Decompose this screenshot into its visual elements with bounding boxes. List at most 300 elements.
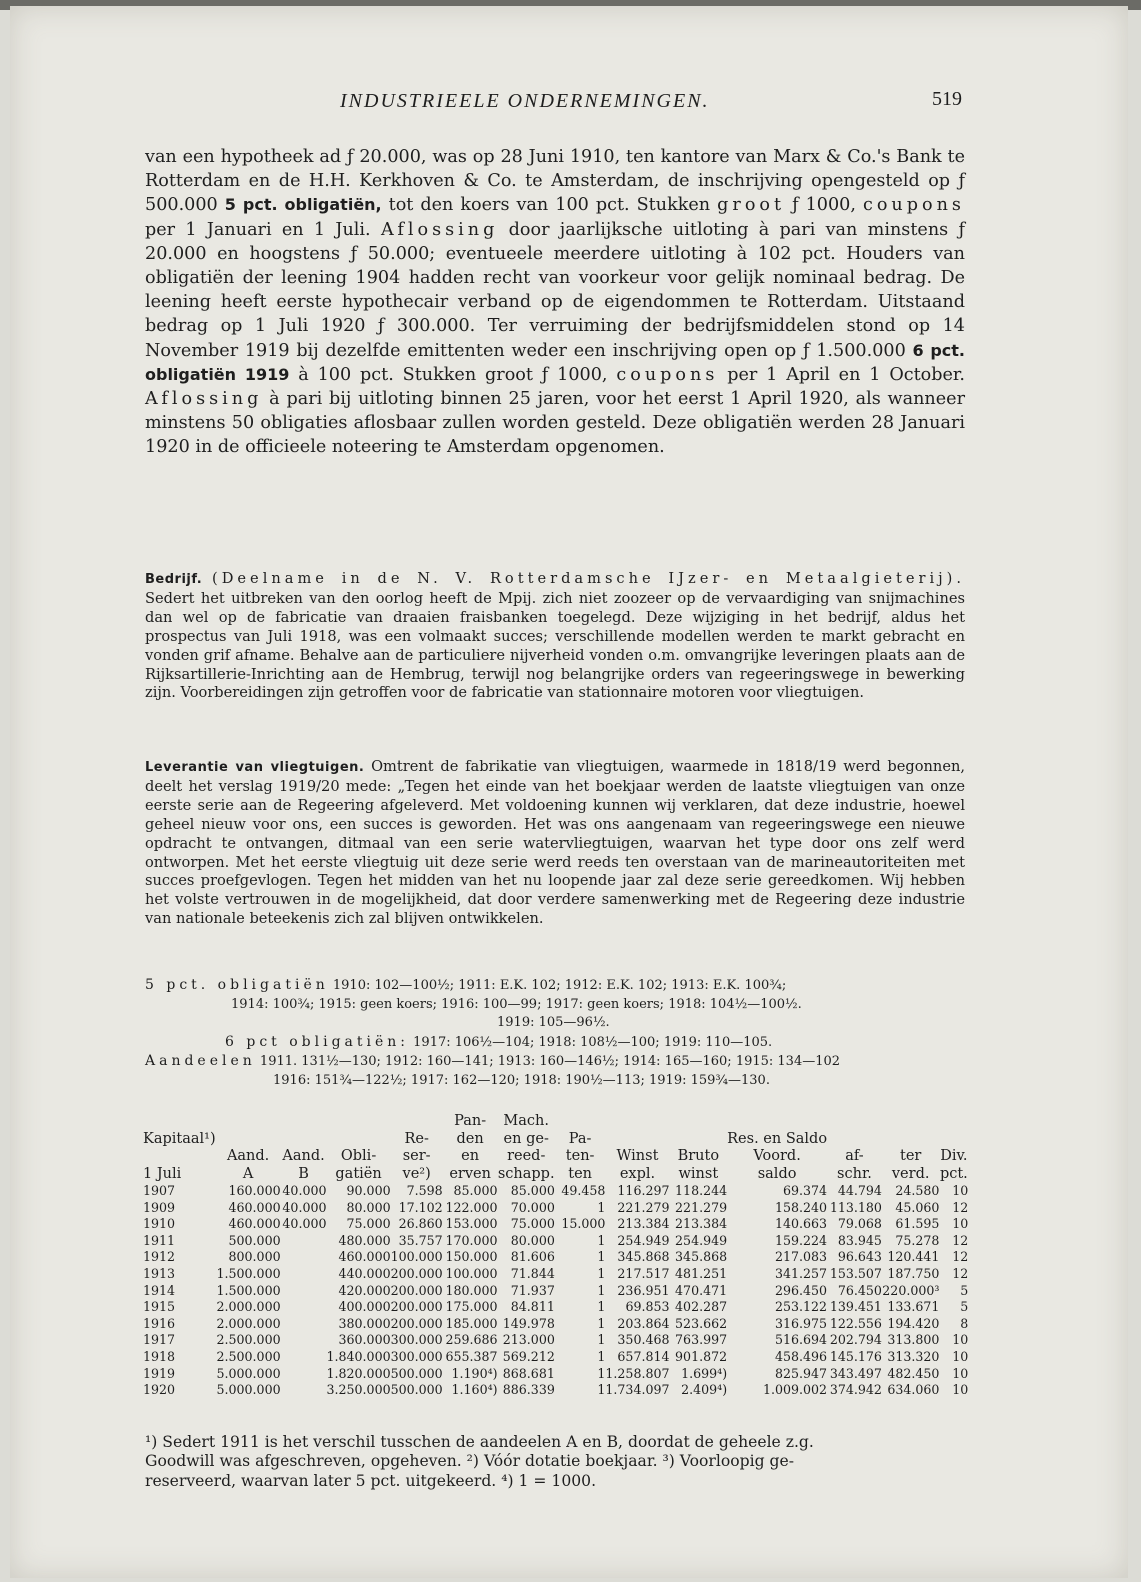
table-header-cell: 1 Juli xyxy=(143,1165,182,1182)
table-cell: 85.000 xyxy=(453,1183,498,1198)
table-cell: 221.279 xyxy=(617,1199,670,1215)
table-cell: 213.384 xyxy=(617,1216,670,1232)
table-cell xyxy=(281,1366,327,1383)
table-header-cell xyxy=(143,1148,216,1166)
table-cell: 133.671 xyxy=(887,1299,940,1315)
table-cell: 343.497 xyxy=(829,1365,882,1381)
spaced-run: Aflossing xyxy=(145,389,263,410)
table-header-cell: Pan- xyxy=(454,1113,487,1129)
table-cell: 122.556 xyxy=(829,1315,882,1331)
table-header-cell: Res. en Saldo xyxy=(727,1130,828,1147)
table-cell: 24.580 xyxy=(895,1183,940,1198)
table-cell: 10 xyxy=(952,1332,969,1348)
table-cell: 500.000 xyxy=(390,1382,443,1398)
table-header-cell: ser- xyxy=(402,1148,431,1164)
table-cell: 71.937 xyxy=(510,1282,555,1298)
running-title: INDUSTRIEELE ONDERNEMINGEN. xyxy=(340,90,710,112)
table-cell: 116.297 xyxy=(617,1183,670,1198)
table-cell: 313.320 xyxy=(887,1348,940,1364)
table-cell: 203.864 xyxy=(617,1315,670,1331)
table-header-cell: erven xyxy=(449,1165,491,1182)
table-cell: 374.942 xyxy=(829,1382,882,1398)
table-cell xyxy=(281,1283,327,1300)
table-cell: 5 xyxy=(960,1299,969,1315)
table-cell: 1 xyxy=(597,1382,606,1398)
table-header-cell xyxy=(968,1148,973,1166)
table-cell: 825.947 xyxy=(774,1365,828,1381)
table-cell: 1912 xyxy=(143,1249,176,1265)
table-cell: 1 xyxy=(597,1365,606,1381)
table-cell: 360.000 xyxy=(338,1332,391,1348)
table-cell: 886.339 xyxy=(502,1382,555,1398)
table-cell: 420.000 xyxy=(338,1282,391,1298)
table-header-cell: Winst xyxy=(616,1148,659,1164)
table-cell: 300.000 xyxy=(390,1332,443,1348)
table-cell: 1.500.000 xyxy=(216,1265,281,1281)
table-cell: 153.000 xyxy=(445,1216,498,1232)
table-cell: 7.598 xyxy=(406,1183,443,1198)
table-cell: 35.757 xyxy=(398,1232,443,1248)
table-cell: 5 xyxy=(960,1282,969,1298)
table-cell: 500.000 xyxy=(228,1232,281,1248)
table-cell: 1 xyxy=(597,1282,606,1298)
table-cell: 213.384 xyxy=(675,1216,728,1232)
table-cell: 10 xyxy=(952,1216,969,1232)
table-cell: 40.000 xyxy=(282,1216,327,1232)
table-cell: 440.000 xyxy=(338,1265,391,1281)
quote-label: 6 pct obligatiën: xyxy=(225,1033,410,1050)
quote-line xyxy=(145,1072,975,1091)
table-header-cell xyxy=(216,1131,281,1149)
table-header-row xyxy=(143,1166,973,1184)
main-paragraph xyxy=(145,145,965,460)
table-cell: 153.507 xyxy=(829,1265,882,1281)
table-cell: 200.000 xyxy=(390,1299,443,1315)
table-cell: 220.000³ xyxy=(882,1282,940,1298)
table-header-cell: verd. xyxy=(891,1165,930,1182)
table-header-cell xyxy=(143,1113,216,1131)
table-cell: 2.500.000 xyxy=(216,1348,281,1364)
page-header xyxy=(340,90,980,120)
table-cell: 200.000 xyxy=(390,1315,443,1331)
spaced-run: Aflossing xyxy=(380,219,499,240)
table-row xyxy=(143,1332,973,1349)
bold-run: 6 pct. obligatiën 1919 xyxy=(145,340,965,384)
table-header-cell: saldo xyxy=(757,1165,797,1182)
text-run: van een hypotheek ad ƒ 20.000, was op 28 Juni 1910, ten kantore van Marx & Co.'s Bank te Rotterdam en de H.H. Kerkhoven & Co. te Amsterdam, de inschrijving opengesteld op ƒ 500.000 xyxy=(145,147,965,216)
table-cell xyxy=(281,1299,327,1316)
table-cell: 84.811 xyxy=(510,1299,555,1315)
table-cell: 470.471 xyxy=(675,1282,728,1298)
table-cell: 40.000 xyxy=(282,1199,327,1215)
table-header-cell xyxy=(327,1113,391,1131)
table-cell: 313.800 xyxy=(887,1332,940,1348)
table-cell: 402.287 xyxy=(675,1299,728,1315)
table-cell xyxy=(281,1382,327,1399)
table-cell: 1.190⁴) xyxy=(451,1365,498,1381)
table-header-row xyxy=(143,1148,973,1166)
table-cell: 1 xyxy=(597,1249,606,1265)
table-header-cell: den xyxy=(456,1130,484,1147)
table-cell: 80.000 xyxy=(346,1199,391,1215)
table-header-cell xyxy=(968,1166,973,1184)
quote-label: Aandeelen xyxy=(145,1053,256,1069)
table-header-cell: Voord. xyxy=(753,1148,801,1164)
table-cell: 1910 xyxy=(143,1216,176,1232)
table-header-cell: schr. xyxy=(837,1165,872,1182)
table-cell: 158.240 xyxy=(774,1199,828,1215)
table-cell xyxy=(281,1233,327,1250)
table-cell: 150.000 xyxy=(445,1249,498,1265)
table-row xyxy=(143,1183,973,1200)
table-cell: 17.102 xyxy=(398,1199,443,1215)
table-header-cell: gatiën xyxy=(335,1165,382,1182)
table-cell: 400.000 xyxy=(338,1299,391,1315)
quote-label: 5 pct. obligatiën xyxy=(145,977,329,993)
table-cell: 1 xyxy=(597,1315,606,1331)
table-cell: 75.000 xyxy=(510,1216,555,1232)
table-cell: 76.450 xyxy=(837,1282,882,1298)
table-header-row xyxy=(143,1113,973,1131)
quote-text: 1914: 100¾; 1915: geen koers; 1916: 100—99; 1917: geen koers; 1918: 104½—100½. xyxy=(231,996,802,1012)
table-header-cell xyxy=(882,1113,940,1131)
table-cell: 516.694 xyxy=(774,1332,828,1348)
table-header-cell xyxy=(670,1131,728,1149)
text-run: door jaarlijksche uitloting à pari van minstens ƒ 20.000 en hoogstens ƒ 50.000; eventueele meerdere uitloting à 102 pct. Houders van obligatiën der leening 1904 hadden recht van voorkeur voor gelijk nominaal bedrag. De leening heeft eerste hypothecair verband op de eigendommen te Rotterdam. Uitstaand bedrag op 1 Juli 1920 ƒ 300.000. Ter verruiming der bedrijfsmiddelen stond op 14 November 1919 bij dezelfde emittenten weder een inschrijving open op ƒ 1.500.000 xyxy=(145,219,965,361)
table-cell: 460.000 xyxy=(228,1216,281,1232)
table-row xyxy=(143,1216,973,1233)
table-cell: 149.978 xyxy=(502,1315,555,1331)
table-cell: 500.000 xyxy=(390,1365,443,1381)
table-cell: 1 xyxy=(597,1232,606,1248)
table-cell: 113.180 xyxy=(829,1199,882,1215)
table-header-cell xyxy=(968,1113,973,1131)
table-cell: 100.000 xyxy=(390,1249,443,1265)
table-cell: 200.000 xyxy=(390,1282,443,1298)
table-cell: 120.441 xyxy=(887,1249,940,1265)
table-header-cell: schapp. xyxy=(497,1165,555,1182)
table-cell: 254.949 xyxy=(617,1232,670,1248)
text-run: à pari bij uitloting binnen 25 jaren, voor het eerst 1 April 1920, als wanneer minstens 50 obligaties aflosbaar zullen worden gesteld. Deze obligatiën werden 28 Januari 1920 in de officieele noteering te Amsterdam opgenomen. xyxy=(145,389,965,458)
table-cell: 296.450 xyxy=(774,1282,828,1298)
table-cell: 159.224 xyxy=(774,1232,828,1248)
table-cell: 569.212 xyxy=(502,1348,555,1364)
table-cell: 49.458 xyxy=(561,1183,606,1198)
table-row xyxy=(143,1249,973,1266)
footnote-line: reserveerd, waarvan later 5 pct. uitgekeerd. ⁴) 1 = 1000. xyxy=(145,1471,597,1490)
table-cell: 90.000 xyxy=(346,1183,391,1198)
table-cell: 1 xyxy=(597,1265,606,1281)
text-run: ƒ 1000, xyxy=(785,195,863,216)
text-run: per 1 April en 1 October. xyxy=(718,364,965,385)
table-cell: 118.244 xyxy=(675,1183,728,1198)
table-cell: 213.000 xyxy=(502,1332,555,1348)
table-cell: 81.606 xyxy=(510,1249,555,1265)
table-cell: 480.000 xyxy=(338,1232,391,1248)
table-cell: 253.122 xyxy=(774,1299,828,1315)
table-row xyxy=(143,1299,973,1316)
section-leverantie xyxy=(145,758,965,929)
price-quotes xyxy=(145,976,975,1090)
table-cell: 75.000 xyxy=(346,1216,391,1232)
table-cell: 139.451 xyxy=(829,1299,882,1315)
table-cell xyxy=(281,1332,327,1349)
table-header-cell: Aand. xyxy=(282,1148,325,1164)
table-header-cell: Aand. xyxy=(226,1148,270,1164)
text-run: Omtrent de fabrikatie van vliegtuigen, waarmede in 1818/19 werd begonnen, deelt het verslag 1919/20 mede: „Tegen het einde van het boekjaar werden de laatste vliegtuigen van onze eerste serie aan de Regeering afgeleverd. Met voldoening kunnen wij verklaren, dat deze industrie, hoewel geheel nieuw voor ons, een succes is geworden. Het was ons aangenaam van regeeringswege een nieuwe opdracht te ontvangen, ditmaal van een serie watervliegtuigen, waarvan het type door ons zelf werd ontworpen. Met het eerste vliegtuig uit deze serie werd reeds ten overstaan van de marineautoriteiten met succes proefgevlogen. Tegen het midden van het nu loopende jaar zal deze serie gereedkomen. Wij hebben het volste vertrouwen in de mogelijkheid, dat door verdere samenwerking met de Regeering deze industrie van nationale beteekenis zich zal blijven ontwikkelen. xyxy=(145,758,966,928)
quote-line xyxy=(145,976,975,996)
table-cell: 145.176 xyxy=(829,1348,882,1364)
table-cell: 3.250.000 xyxy=(326,1382,391,1398)
table-header-cell xyxy=(727,1113,827,1131)
table-cell: 217.517 xyxy=(617,1265,670,1281)
table-cell: 5.000.000 xyxy=(216,1382,281,1398)
table-cell: 200.000 xyxy=(390,1265,443,1281)
table-cell: 12 xyxy=(952,1265,969,1281)
table-cell: 45.060 xyxy=(895,1199,940,1215)
table-cell: 1.009.002 xyxy=(762,1382,828,1398)
table-cell: 345.868 xyxy=(675,1249,728,1265)
table-cell: 481.251 xyxy=(675,1265,728,1281)
table-cell: 80.000 xyxy=(510,1232,555,1248)
table-row xyxy=(143,1366,973,1383)
table-header-cell xyxy=(939,1131,968,1149)
text-run: à 100 pct. Stukken groot ƒ 1000, xyxy=(289,364,617,385)
financial-table xyxy=(143,1113,973,1399)
table-cell: 345.868 xyxy=(617,1249,670,1265)
table-cell: 300.000 xyxy=(390,1348,443,1364)
table-header-cell xyxy=(882,1131,940,1149)
table-header-cell xyxy=(827,1131,882,1149)
table-cell: 40.000 xyxy=(282,1183,327,1198)
spaced-run: coupons xyxy=(862,195,965,216)
table-row xyxy=(143,1200,973,1217)
quote-text: 1917: 106½—104; 1918: 108½—100; 1919: 110—105. xyxy=(409,1034,773,1050)
table-cell: 2.000.000 xyxy=(216,1299,281,1315)
table-row xyxy=(143,1266,973,1283)
table-cell: 1.699⁴) xyxy=(681,1365,728,1381)
table-header-cell: pct. xyxy=(939,1165,968,1182)
table-header-cell: A xyxy=(242,1165,254,1182)
spaced-run: groot xyxy=(717,195,786,216)
text-run: Sedert het uitbreken van den oorlog heeft de Mpij. zich niet zoozeer op de vervaardiging van snijmachines dan wel op de fabricatie van draaien fraisbanken toegelegd. Deze wijziging in het bedrijf, aldus het prospectus van Juli 1918, was een volmaakt succes; verschillende modellen werden te markt gebracht en vonden grif afname. Behalve aan de particuliere nijverheid vonden o.m. omvangrijke leveringen plaats aan de Rijksartillerie-Inrichting aan de Hembrug, terwijl nog belangrijke orders van regeeringswege in bewerking zijn. Voorbereidingen zijn getroffen voor de fabricatie van stationnaire motoren voor vliegtuigen. xyxy=(145,589,965,702)
table-cell: 901.872 xyxy=(675,1348,728,1364)
quote-line xyxy=(145,996,975,1015)
table-cell: 2.000.000 xyxy=(216,1315,281,1331)
table-cell: 12 xyxy=(952,1199,969,1215)
table-cell: 1 xyxy=(597,1332,606,1348)
table-cell: 2.500.000 xyxy=(216,1332,281,1348)
table-cell: 26.860 xyxy=(398,1216,443,1232)
table-header-cell: Mach. xyxy=(503,1113,549,1129)
table-cell: 12 xyxy=(952,1249,969,1265)
table-header-cell xyxy=(391,1113,443,1131)
spaced-run: coupons xyxy=(616,364,719,385)
table-cell: 75.278 xyxy=(895,1232,940,1248)
table-cell: 69.853 xyxy=(625,1299,670,1315)
table-cell: 1907 xyxy=(143,1183,176,1198)
table-header-cell xyxy=(216,1113,281,1131)
quote-text: 1911. 131½—130; 1912: 160—141; 1913: 160—146½; 1914: 165—160; 1915: 134—102 xyxy=(255,1054,841,1069)
quote-line xyxy=(145,1014,975,1033)
table-cell: 460.000 xyxy=(338,1249,391,1265)
table-cell: 380.000 xyxy=(338,1315,391,1331)
table-cell: 1917 xyxy=(143,1332,176,1348)
text-run: tot den koers van 100 pct. Stukken xyxy=(381,195,718,216)
table-cell: 657.814 xyxy=(617,1348,670,1364)
table-cell: 1.840.000 xyxy=(326,1348,391,1364)
table-cell: 202.794 xyxy=(829,1332,882,1348)
table-row xyxy=(143,1283,973,1300)
table-row xyxy=(143,1316,973,1333)
table-cell: 185.000 xyxy=(445,1315,498,1331)
table-cell: 187.750 xyxy=(887,1265,940,1281)
table-cell xyxy=(281,1266,327,1283)
table-cell: 1 xyxy=(597,1348,606,1364)
table-cell: 523.662 xyxy=(675,1315,728,1331)
table-cell: 180.000 xyxy=(445,1282,498,1298)
table-header-cell xyxy=(327,1131,391,1149)
table-header-cell xyxy=(670,1113,728,1131)
quote-text: 1910: 102—100½; 1911: E.K. 102; 1912: E.K. 102; 1913: E.K. 100¾; xyxy=(328,978,787,993)
table-cell: 236.951 xyxy=(617,1282,670,1298)
table-cell: 160.000 xyxy=(228,1183,281,1198)
table-header-cell: Re- xyxy=(404,1130,429,1147)
table-header-cell: en ge- xyxy=(503,1130,549,1147)
table-cell: 1911 xyxy=(143,1232,176,1248)
table-header-cell: Bruto xyxy=(677,1148,720,1164)
section-heading: Bedrijf. xyxy=(145,572,203,587)
table-cell: 83.945 xyxy=(837,1232,882,1248)
table-cell: 1.820.000 xyxy=(326,1365,391,1381)
table-cell: 458.496 xyxy=(774,1348,828,1364)
table-cell: 61.595 xyxy=(895,1216,940,1232)
table-cell xyxy=(281,1249,327,1266)
table-header-cell: ve²) xyxy=(402,1165,431,1182)
section-heading: Leverantie van vliegtuigen. xyxy=(145,760,365,775)
table-cell: 1.734.097 xyxy=(605,1382,670,1398)
table-cell: 2.409⁴) xyxy=(681,1382,728,1398)
table-cell: 175.000 xyxy=(445,1299,498,1315)
table-cell: 254.949 xyxy=(675,1232,728,1248)
text-run: per 1 Januari en 1 Juli. xyxy=(145,219,381,240)
table-header-cell: ten xyxy=(568,1165,592,1182)
table-cell: 70.000 xyxy=(510,1199,555,1215)
table-cell: 1919 xyxy=(143,1365,176,1381)
table-header-cell: reed- xyxy=(507,1148,546,1164)
table-header-cell xyxy=(281,1113,327,1131)
footnotes xyxy=(145,1433,970,1491)
table-header-cell: Kapitaal¹) xyxy=(143,1130,216,1147)
table-header-cell: af- xyxy=(845,1148,864,1164)
table-cell: 10 xyxy=(952,1183,969,1198)
table-cell: 482.450 xyxy=(887,1365,940,1381)
table-cell: 100.000 xyxy=(445,1265,498,1281)
table-cell xyxy=(281,1316,327,1333)
table-cell: 170.000 xyxy=(445,1232,498,1248)
quote-line xyxy=(145,1033,975,1053)
table-header-cell xyxy=(605,1131,669,1149)
table-header-cell: Pa- xyxy=(568,1130,592,1147)
quote-text: 1919: 105—96½. xyxy=(497,1015,610,1030)
table-cell: 350.468 xyxy=(617,1332,670,1348)
table-header-cell xyxy=(605,1113,669,1131)
table-cell: 122.000 xyxy=(445,1199,498,1215)
table-header-cell xyxy=(281,1131,327,1149)
table-cell: 217.083 xyxy=(774,1249,828,1265)
table-cell: 316.975 xyxy=(774,1315,828,1331)
table-header-row xyxy=(143,1131,973,1149)
table-cell: 1.258.807 xyxy=(605,1365,670,1381)
section-bedrijf xyxy=(145,570,965,703)
table-cell: 259.686 xyxy=(445,1332,498,1348)
table-cell: 5.000.000 xyxy=(216,1365,281,1381)
table-cell: 800.000 xyxy=(228,1249,281,1265)
table-header-cell xyxy=(555,1113,606,1131)
table-cell: 868.681 xyxy=(502,1365,555,1381)
footnote-line: Goodwill was afgeschreven, opgeheven. ²) Vóór dotatie boekjaar. ³) Voorloopig ge- xyxy=(145,1452,794,1471)
table-cell xyxy=(281,1349,327,1366)
table-header-cell: B xyxy=(298,1165,309,1182)
table-header-cell: expl. xyxy=(619,1165,656,1182)
table-cell: 12 xyxy=(952,1232,969,1248)
table-header-cell xyxy=(968,1131,973,1149)
table-cell: 79.068 xyxy=(837,1216,882,1232)
table-cell: 460.000 xyxy=(228,1199,281,1215)
table-cell: 1914 xyxy=(143,1282,176,1298)
table-row xyxy=(143,1382,973,1399)
page-number: 519 xyxy=(932,88,962,110)
table-header-cell: ten- xyxy=(565,1148,595,1164)
table-cell: 194.420 xyxy=(887,1315,940,1331)
table-row xyxy=(143,1233,973,1250)
footnote-line: ¹) Sedert 1911 is het verschil tusschen de aandeelen A en B, doordat de geheele z.g. xyxy=(145,1433,814,1451)
table-header-cell xyxy=(939,1113,968,1131)
table-cell: 69.374 xyxy=(782,1183,828,1198)
table-header-cell: en xyxy=(461,1148,480,1164)
quote-text: 1916: 151¾—122½; 1917: 162—120; 1918: 190½—113; 1919: 159¾—130. xyxy=(273,1072,770,1088)
table-cell: 1909 xyxy=(143,1199,176,1215)
table-cell: 140.663 xyxy=(774,1216,828,1232)
table-row xyxy=(143,1349,973,1366)
table-header-cell: Obli- xyxy=(340,1148,377,1164)
table-cell: 655.387 xyxy=(445,1348,498,1364)
table-cell: 341.257 xyxy=(774,1265,828,1281)
table-cell: 44.794 xyxy=(837,1183,882,1198)
bold-run: 5 pct. obligatiën, xyxy=(224,195,382,215)
table-header-cell: winst xyxy=(678,1165,719,1182)
table-cell: 96.643 xyxy=(837,1249,882,1265)
table-cell: 1.160⁴) xyxy=(451,1382,498,1398)
table-cell: 10 xyxy=(952,1365,969,1381)
table-cell: 1 xyxy=(597,1299,606,1315)
table-cell: 15.000 xyxy=(561,1216,606,1232)
table-cell: 1920 xyxy=(143,1382,176,1398)
table-cell: 1915 xyxy=(143,1299,176,1315)
table-header-cell xyxy=(827,1113,882,1131)
table-cell: 1.500.000 xyxy=(216,1282,281,1298)
table-cell: 10 xyxy=(952,1348,969,1364)
table-cell: 1918 xyxy=(143,1348,176,1364)
table-cell: 763.997 xyxy=(675,1332,728,1348)
table-cell: 1916 xyxy=(143,1315,176,1331)
table-cell: 8 xyxy=(960,1315,969,1331)
table-header-cell: ter xyxy=(900,1148,922,1164)
table-cell: 634.060 xyxy=(887,1382,940,1398)
table-cell: 10 xyxy=(952,1382,969,1398)
table-cell: 221.279 xyxy=(675,1199,728,1215)
quote-line xyxy=(145,1052,975,1072)
